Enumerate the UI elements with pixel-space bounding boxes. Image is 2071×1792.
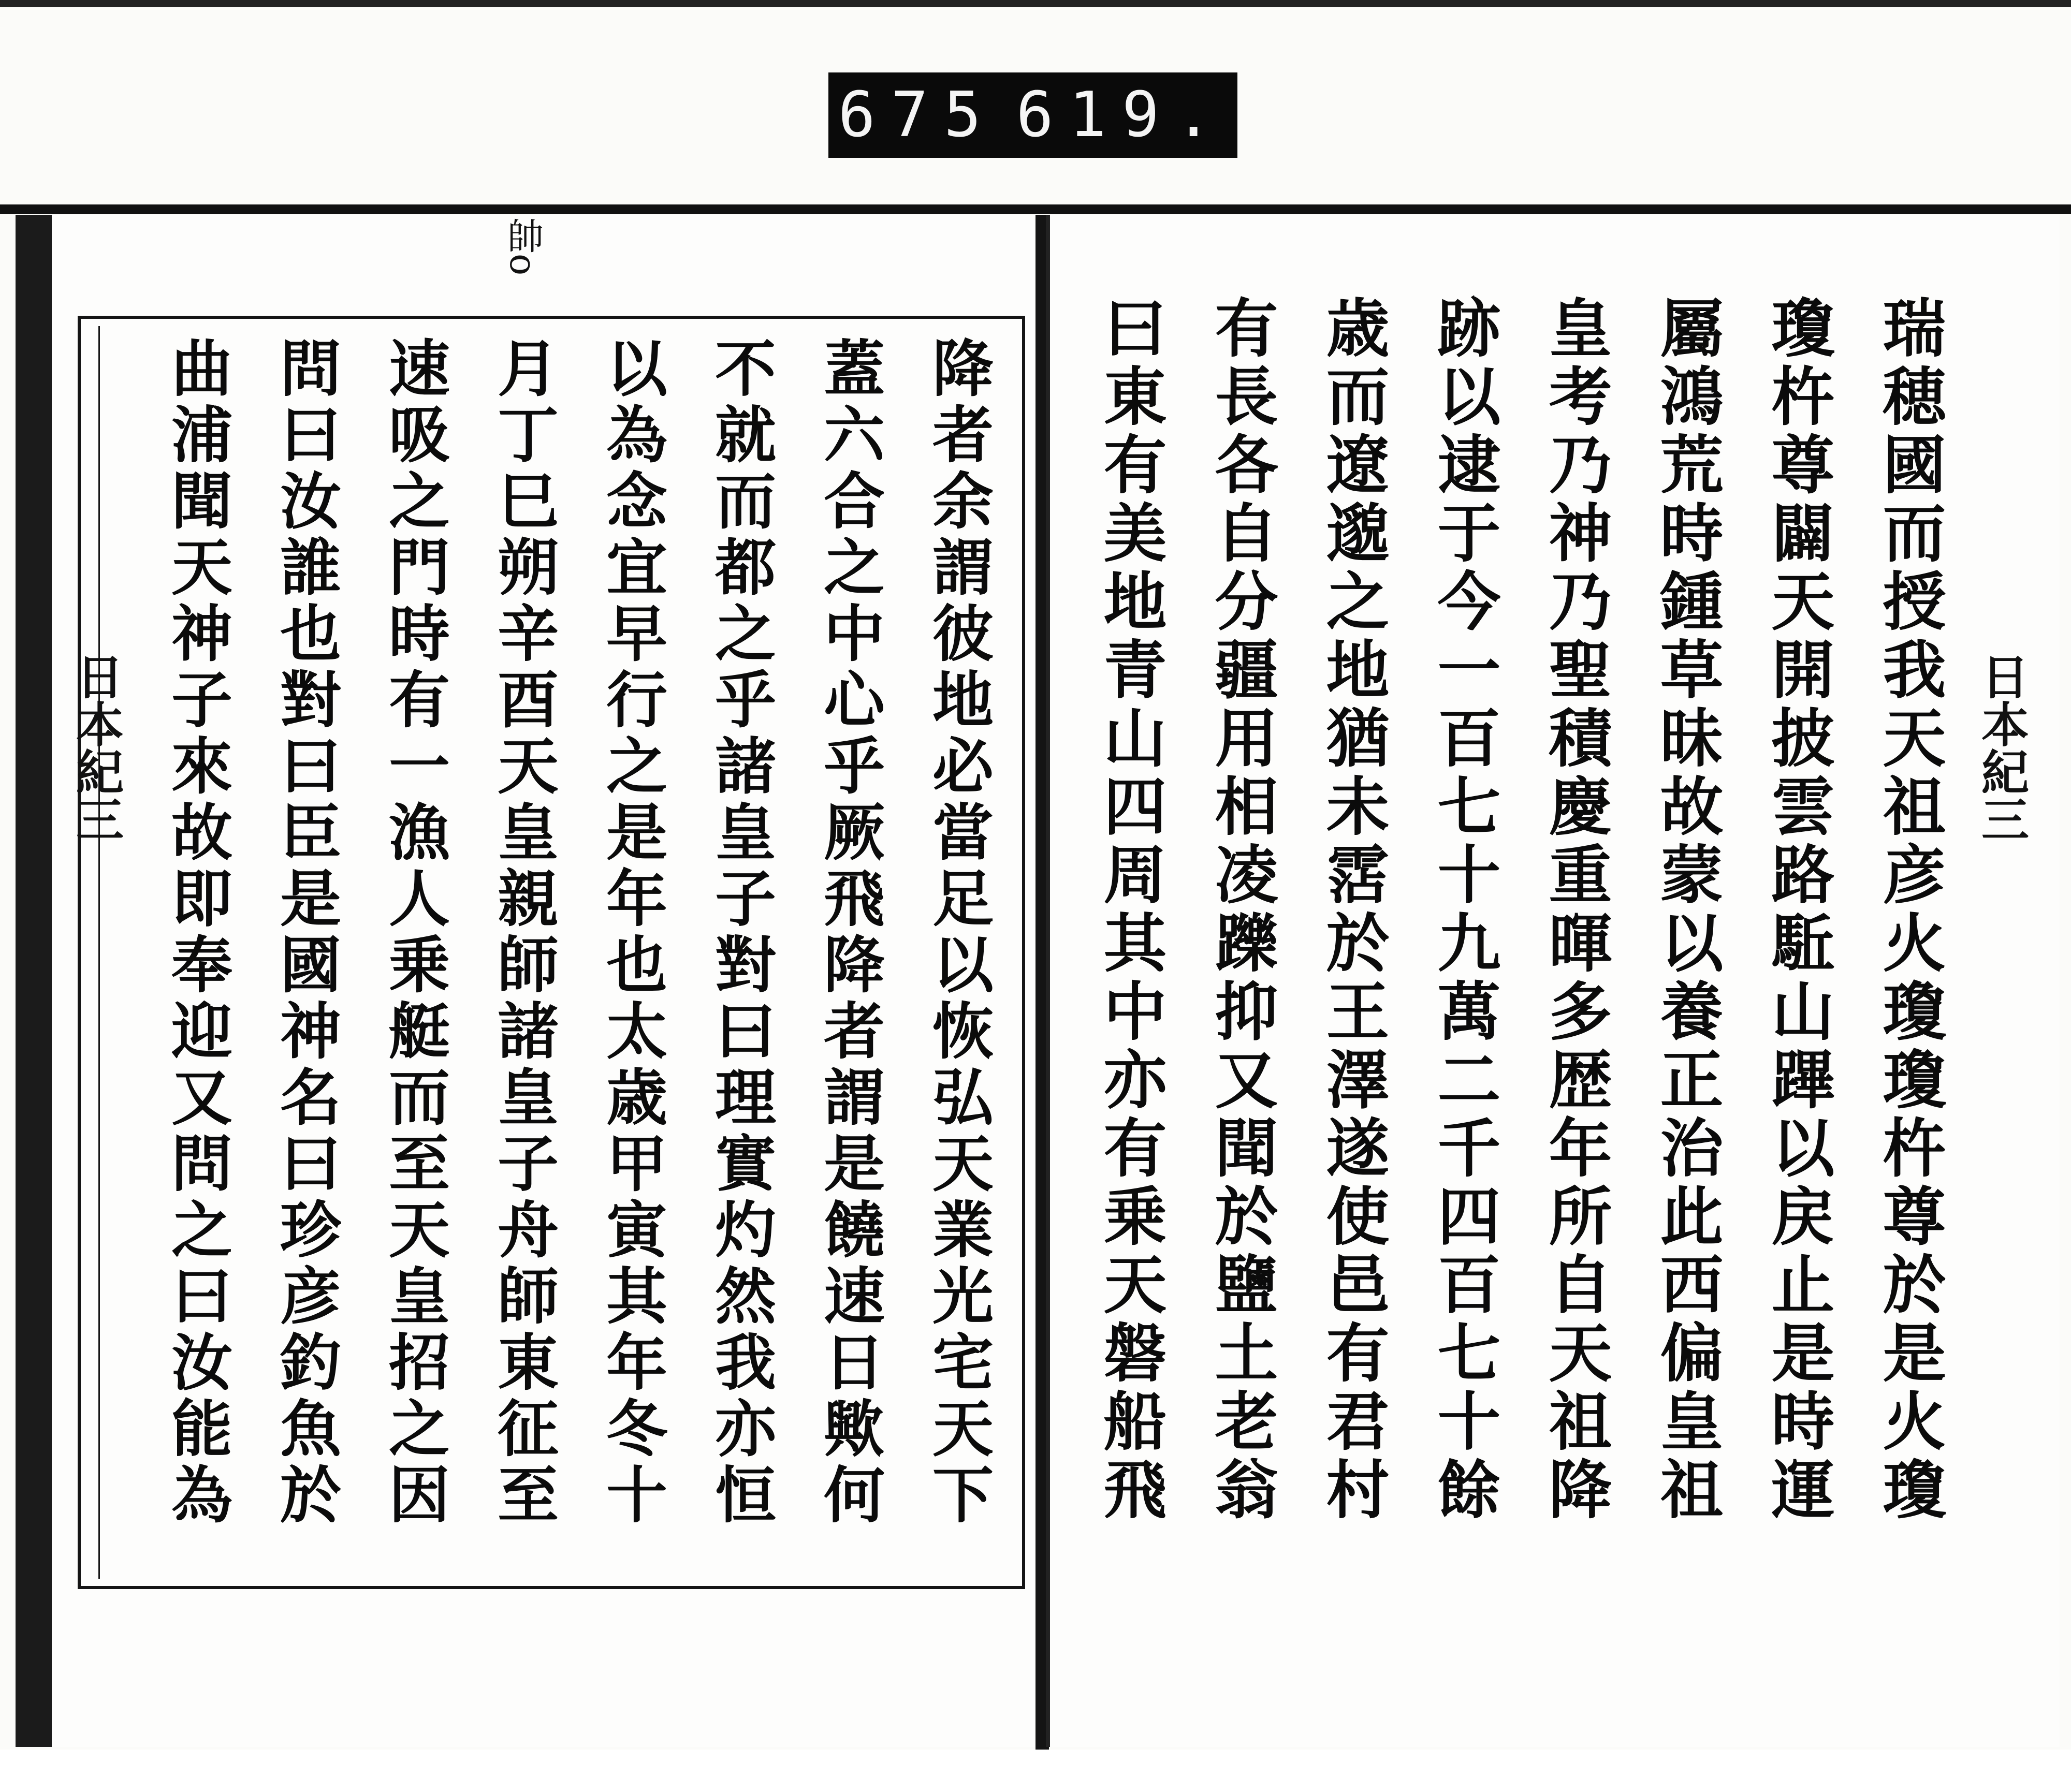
text-column: 有長各自分疆用相凌躒抑又聞於鹽土老翁 (1204, 295, 1279, 1525)
text-column: 蓋六合之中心乎厥飛降者謂是饒速日歟何 (813, 336, 885, 1529)
text-column: 速吸之門時有一漁人乗艇而至天皇招之因 (378, 336, 450, 1529)
catalog-right-number: 619. (1016, 79, 1228, 151)
text-column: 問曰汝誰也對曰臣是國神名曰珍彦釣魚於 (270, 336, 342, 1529)
left-text-block (111, 336, 1012, 1568)
text-column: 月丁巳朔辛酉天皇親師諸皇子舟師東征至 (487, 336, 559, 1529)
text-column: 曰東有美地青山四周其中亦有乗天磐船飛 (1093, 295, 1168, 1525)
text-column: 皇考乃神乃聖積慶重暉多歴年所自天祖降 (1538, 295, 1613, 1525)
text-column: 降者余謂彼地必當足以恢弘天業光宅天下 (922, 336, 994, 1529)
left-spine-title: 日本紀三 (68, 652, 124, 843)
bottom-margin (0, 1750, 2071, 1792)
text-column: 曲浦聞天神子來故即奉迎又問之曰汝能為 (161, 336, 233, 1529)
text-column: 歳而遼邈之地猶未霑於王澤遂使邑有君村 (1316, 295, 1390, 1525)
top-edge (0, 0, 2071, 7)
catalog-label (828, 72, 1237, 158)
text-column: 瓊杵尊闢天開披雲路駈山蹕以戻止是時運 (1761, 295, 1835, 1525)
text-column: 不就而都之乎諸皇子對曰理實灼然我亦恒 (705, 336, 777, 1529)
text-column: 瑞穂國而授我天祖彦火瓊瓊杵尊於是火瓊 (1872, 295, 1947, 1525)
top-rule (0, 204, 2071, 214)
right-spine-title: 日本紀三 (1974, 652, 2030, 843)
text-column: 屬鴻荒時鍾草昧故蒙以養正治此西偏皇祖 (1650, 295, 1724, 1525)
marginal-note: 帥o (502, 217, 544, 276)
text-column: 以為念宜早行之是年也太歳甲寅其年冬十 (596, 336, 668, 1529)
right-text-block (1064, 295, 1965, 1548)
catalog-left-number: 675 (838, 79, 997, 151)
text-column: 跡以逮于今一百七十九萬二千四百七十餘 (1427, 295, 1501, 1525)
